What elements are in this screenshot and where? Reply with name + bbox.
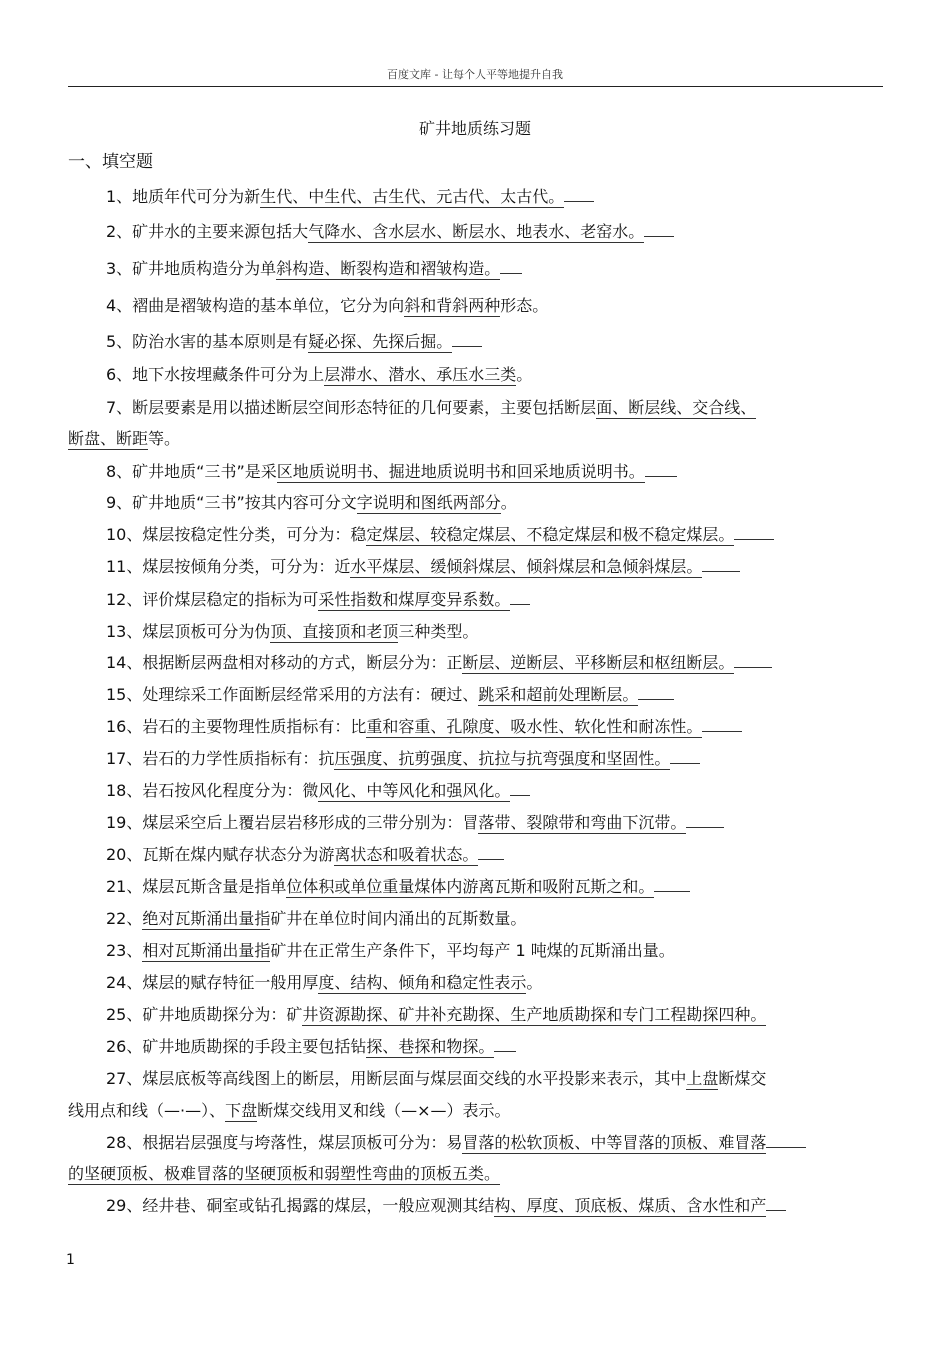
question-line	[106, 398, 756, 418]
blank-rule	[734, 653, 772, 668]
question-line	[106, 1037, 516, 1057]
answer-blank: 断盘、断距	[68, 429, 149, 448]
question-text-tail: 等。	[148, 429, 181, 448]
page-number: 1	[66, 1252, 75, 1268]
question-text: 9、矿井地质“三书”按其内容可分文	[106, 493, 357, 512]
question-line	[106, 259, 522, 279]
answer-blank: 构、厚度、顶底板、煤质、含水性和产	[494, 1196, 767, 1215]
blank-rule	[478, 845, 504, 860]
question-text-tail: 三种类型。	[398, 622, 479, 641]
question-text: 29、经井巷、硐室或钻孔揭露的煤层，一般应观测其结	[106, 1196, 495, 1215]
answer-blank: 水平煤层、缓倾斜煤层、倾斜煤层和急倾斜煤层。	[350, 557, 703, 576]
answer-blank: 字说明和图纸两部分	[356, 493, 501, 512]
question-text: 8、矿井地质“三书”是采	[106, 462, 277, 481]
answer-blank: 气降水、含水层水、断层水、地表水、老窑水。	[308, 222, 645, 241]
answer-blank: 区地质说明书、掘进地质说明书和回采地质说明书。	[276, 462, 645, 481]
page-header: 百度文库 - 让每个人平等地提升自我	[387, 68, 563, 81]
question-line	[106, 749, 700, 769]
blank-rule	[645, 462, 677, 477]
question-text: 26、矿井地质勘探的手段主要包括钻	[106, 1037, 367, 1056]
question-text: 27、煤层底板等高线图上的断层，用断层面与煤层面交线的水平投影来表示，其中	[106, 1069, 687, 1088]
question-line	[106, 1069, 766, 1089]
question-line	[106, 332, 482, 352]
question-text-tail: 形态。	[500, 296, 549, 315]
question-line	[106, 845, 504, 865]
question-text-tail: 。	[516, 365, 533, 384]
answer-blank: 离状态和吸着状态。	[334, 845, 479, 864]
question-text: 24、煤层的赋存特征一般用厚	[106, 973, 319, 992]
question-text-tail: 。	[500, 493, 517, 512]
answer-blank: 面、断层线、交合线、	[596, 398, 757, 417]
question-line	[106, 653, 772, 673]
blank-rule	[510, 590, 530, 605]
question-text: 17、岩石的力学性质指标有：抗	[106, 749, 335, 768]
question-text: 22、	[106, 909, 143, 928]
answer-blank: 上盘	[686, 1069, 719, 1088]
blank-rule	[564, 187, 594, 202]
question-line	[106, 222, 674, 242]
question-line	[106, 462, 677, 482]
answer-blank: 下盘	[225, 1101, 258, 1120]
question-text: 21、煤层瓦斯含量是指单	[106, 877, 287, 896]
question-line	[106, 590, 530, 610]
question-text: 线用点和线（—·—）、	[68, 1101, 226, 1120]
question-text: 2、矿井水的主要来源包括大	[106, 222, 309, 241]
question-line	[68, 1101, 511, 1121]
question-line	[106, 365, 532, 385]
blank-rule	[644, 222, 674, 237]
question-text: 7、断层要素是用以描述断层空间形态特征的几何要素，主要包括断层	[106, 398, 597, 417]
question-text: 19、煤层采空后上覆岩层岩移形成的三带分别为：冒	[106, 813, 479, 832]
question-line	[106, 1196, 786, 1216]
question-line	[106, 941, 675, 961]
question-line	[106, 1133, 806, 1153]
blank-rule	[766, 1133, 806, 1148]
question-line	[106, 1005, 766, 1025]
answer-blank: 斜构造、断裂构造和褶皱构造。	[276, 259, 501, 278]
question-text: 1、地质年代可分为新	[106, 187, 261, 206]
question-line	[106, 187, 594, 207]
answer-blank: 位体积或单位重量煤体内游离瓦斯和吸附瓦斯之和。	[286, 877, 655, 896]
question-text: 15、处理综采工作面断层经常采用的方法有：硬过、	[106, 685, 479, 704]
answer-blank: 相对瓦斯涌出量指	[142, 941, 271, 960]
blank-rule	[670, 749, 700, 764]
question-line	[106, 973, 542, 993]
answer-blank: 风化、中等风化和强风化。	[318, 781, 511, 800]
question-line	[106, 813, 724, 833]
blank-rule	[654, 877, 690, 892]
question-text: 14、根据断层两盘相对移动的方式，断层分为：正	[106, 653, 463, 672]
answer-blank: 层滞水、潜水、承压水三类	[324, 365, 517, 384]
blank-rule	[766, 1196, 786, 1211]
question-text: 18、岩石按风化程度分为：微	[106, 781, 319, 800]
answer-blank: 的坚硬顶板、极难冒落的坚硬顶板和弱塑性弯曲的顶板五类。	[68, 1164, 501, 1183]
question-text-tail: 。	[526, 973, 543, 992]
question-text: 20、瓦斯在煤内赋存状态分为游	[106, 845, 335, 864]
question-line	[106, 525, 774, 545]
question-text: 28、根据岩层强度与垮落性，煤层顶板可分为：易	[106, 1133, 463, 1152]
question-line	[106, 717, 742, 737]
blank-rule	[686, 813, 724, 828]
question-line	[106, 493, 517, 513]
question-line	[106, 877, 690, 897]
question-text: 11、煤层按倾角分类，可分为：近	[106, 557, 351, 576]
question-text-tail: 矿井在单位时间内涌出的瓦斯数量。	[270, 909, 527, 928]
header-rule	[68, 86, 883, 87]
question-text: 25、矿井地质勘探分为：矿	[106, 1005, 303, 1024]
question-text-tail: 断煤交线用叉和线（—×—）表示。	[257, 1101, 511, 1120]
document-title: 矿井地质练习题	[418, 119, 531, 138]
answer-blank: 冒落的松软顶板、中等冒落的顶板、难冒落	[462, 1133, 767, 1152]
question-line	[106, 622, 478, 642]
answer-blank: 采性指数和煤厚变异系数。	[318, 590, 511, 609]
question-text-tail: 断煤交	[718, 1069, 767, 1088]
answer-blank: 斜和背斜两种	[404, 296, 501, 315]
question-text: 6、地下水按埋藏条件可分为上	[106, 365, 325, 384]
answer-blank: 跳采和超前处理断层。	[478, 685, 639, 704]
question-text-tail: 矿井在正常生产条件下，平均每产 1 吨煤的瓦斯涌出量。	[270, 941, 675, 960]
blank-rule	[734, 525, 774, 540]
answer-blank: 生代、中生代、古生代、元古代、太古代。	[260, 187, 565, 206]
blank-rule	[510, 781, 530, 796]
question-text: 13、煤层顶板可分为伪	[106, 622, 271, 641]
answer-blank: 落带、裂隙带和弯曲下沉带。	[478, 813, 687, 832]
blank-rule	[494, 1037, 516, 1052]
answer-blank: 井资源勘探、矿井补充勘探、生产地质勘探和专门工程勘探四种。	[302, 1005, 767, 1024]
blank-rule	[638, 685, 674, 700]
question-text: 12、评价煤层稳定的指标为可	[106, 590, 319, 609]
question-line	[106, 685, 674, 705]
question-text: 10、煤层按稳定性分类，可分为：稳	[106, 525, 367, 544]
answer-blank: 定煤层、较稳定煤层、不稳定煤层和极不稳定煤层。	[366, 525, 735, 544]
answer-blank: 绝对瓦斯涌出量指	[142, 909, 271, 928]
answer-blank: 断层、逆断层、平移断层和枢纽断层。	[462, 653, 735, 672]
question-line	[106, 909, 526, 929]
question-text: 5、防治水害的基本原则是有	[106, 332, 309, 351]
blank-rule	[500, 259, 522, 274]
blank-rule	[702, 557, 740, 572]
question-line	[106, 557, 740, 577]
question-text: 23、	[106, 941, 143, 960]
answer-blank: 重和容重、孔隙度、吸水性、软化性和耐冻性。	[366, 717, 703, 736]
section-heading: 一、填空题	[68, 152, 153, 172]
question-line	[68, 429, 180, 449]
question-line	[106, 296, 548, 316]
answer-blank: 探、巷探和物探。	[366, 1037, 495, 1056]
blank-rule	[452, 332, 482, 347]
question-text: 16、岩石的主要物理性质指标有：比	[106, 717, 367, 736]
question-line	[68, 1164, 500, 1184]
answer-blank: 顶、直接顶和老顶	[270, 622, 399, 641]
question-text: 3、矿井地质构造分为单	[106, 259, 277, 278]
question-line	[106, 781, 530, 801]
answer-blank: 压强度、抗剪强度、抗拉与抗弯强度和坚固性。	[334, 749, 671, 768]
answer-blank: 疑必探、先探后掘。	[308, 332, 453, 351]
blank-rule	[702, 717, 742, 732]
question-text: 4、褶曲是褶皱构造的基本单位，它分为向	[106, 296, 405, 315]
answer-blank: 度、结构、倾角和稳定性表示	[318, 973, 527, 992]
